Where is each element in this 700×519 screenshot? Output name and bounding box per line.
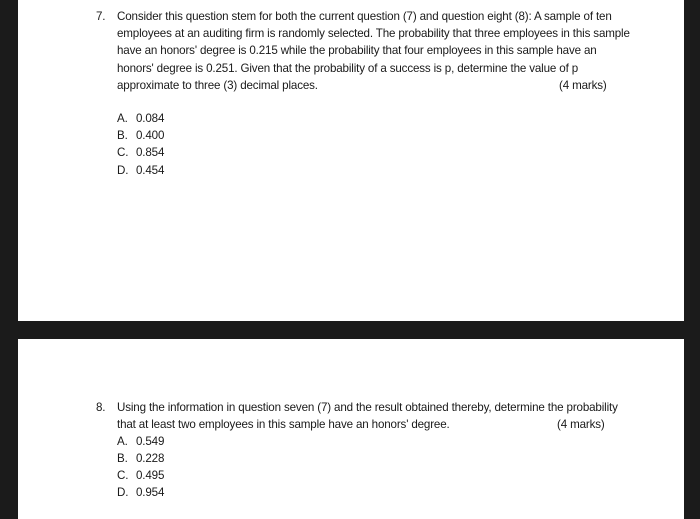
option-value: 0.954 — [136, 486, 165, 500]
question-number: 8. — [96, 401, 106, 414]
answer-options — [117, 110, 164, 179]
question-stem — [117, 8, 630, 94]
option-label: C. — [117, 468, 129, 482]
option-label: B. — [117, 129, 128, 143]
stem-line: Using the information in question seven (7) and the result obtained thereby, determine the probability — [117, 401, 618, 414]
page-top — [18, 0, 684, 321]
option-value: 0.854 — [136, 146, 165, 160]
option-b — [117, 450, 164, 467]
question-stem — [117, 399, 618, 433]
option-c — [117, 467, 164, 484]
stem-line: Consider this question stem for both the current question (7) and question eight (8): A sample of ten — [117, 10, 612, 23]
option-a — [117, 110, 164, 127]
option-d — [117, 162, 164, 179]
marks-label: (4 marks) — [557, 418, 605, 432]
option-label: A. — [117, 112, 128, 125]
answer-options — [117, 433, 164, 502]
stem-line: that at least two employees in this sample have an honors' degree. — [117, 418, 450, 432]
option-label: B. — [117, 451, 128, 465]
option-value: 0.454 — [136, 163, 165, 177]
stem-line: approximate to three (3) decimal places. — [117, 78, 318, 92]
option-a — [117, 433, 164, 450]
option-value: 0.495 — [136, 468, 165, 482]
option-label: D. — [117, 163, 129, 177]
option-value: 0.084 — [136, 112, 165, 125]
option-value: 0.549 — [136, 434, 165, 448]
option-c — [117, 144, 164, 161]
option-b — [117, 127, 164, 144]
option-label: D. — [117, 486, 129, 500]
option-label: C. — [117, 146, 129, 160]
option-d — [117, 484, 164, 501]
stem-line: honors' degree is 0.251. Given that the probability of a success is p, determine the value of p — [117, 61, 579, 75]
stem-line: have an honors' degree is 0.215 while the probability that four employees in this sample have an — [117, 44, 597, 58]
option-value: 0.400 — [136, 129, 165, 143]
option-value: 0.228 — [136, 451, 165, 465]
question-number: 7. — [96, 10, 106, 23]
page-bottom — [18, 339, 684, 519]
stem-line: employees at an auditing firm is randomly selected. The probability that three employees in this sample — [117, 27, 630, 41]
option-label: A. — [117, 434, 128, 448]
marks-label: (4 marks) — [559, 78, 607, 92]
